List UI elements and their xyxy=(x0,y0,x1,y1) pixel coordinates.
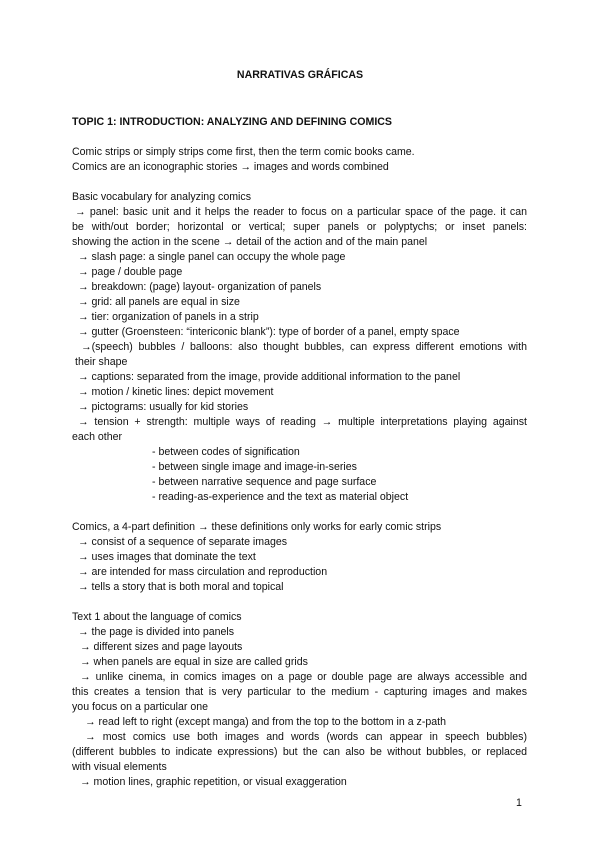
vocab-line: their shape xyxy=(75,356,128,368)
vocab-line: → page / double page xyxy=(78,266,183,278)
intro-line: Comic strips or simply strips come first, then the term comic books came. xyxy=(72,146,415,158)
text1-line: → unlike cinema, in comics images on a page or double page are always accessible and xyxy=(80,671,527,683)
definition-heading: Comics, a 4-part definition → these definitions only works for early comic strips xyxy=(72,521,442,533)
vocab-line: → tension + strength: multiple ways of reading → multiple interpretations playing against xyxy=(78,416,527,428)
intro-line: Comics are an iconographic stories → images and words combined xyxy=(72,161,389,173)
vocab-line: → pictograms: usually for kid stories xyxy=(78,401,249,413)
vocab-line: → grid: all panels are equal in size xyxy=(78,296,240,308)
vocab-line: → motion / kinetic lines: depict movement xyxy=(78,386,274,398)
vocab-line: → gutter (Groensteen: “intericonic blank”): type of border of a panel, empty space xyxy=(78,326,460,338)
vocab-line: showing the action in the scene → detail of the action and of the main panel xyxy=(72,236,428,248)
vocab-line: → panel: basic unit and it helps the reader to focus on a particular space of the page. it can xyxy=(75,206,527,218)
vocab-line: be with/out border; horizontal or vertical; super panels or polyptychs; or inset panels: xyxy=(72,221,527,233)
text1-line: → read left to right (except manga) and from the top to the bottom in a z-path xyxy=(85,716,446,728)
vocab-subitem: - between single image and image-in-series xyxy=(152,461,357,473)
document-title: NARRATIVAS GRÁFICAS xyxy=(236,69,364,81)
definition-line: → consist of a sequence of separate images xyxy=(78,536,288,548)
vocab-line: → breakdown: (page) layout- organization of panels xyxy=(78,281,322,293)
definition-line: → uses images that dominate the text xyxy=(78,551,256,563)
vocab-line: →(speech) bubbles / balloons: also thought bubbles, can express different emotions with xyxy=(81,341,527,353)
vocab-line: each other xyxy=(72,431,123,443)
text1-line: this creates a tension that is very particular to the medium - capturing images and makes xyxy=(72,686,527,698)
vocab-line: → slash page: a single panel can occupy the whole page xyxy=(78,251,346,263)
text1-line: → most comics use both images and words (words can appear in speech bubbles) xyxy=(85,731,527,743)
vocab-line: → captions: separated from the image, provide additional information to the panel xyxy=(78,371,461,383)
page-number: 1 xyxy=(516,797,522,809)
text1-line: → motion lines, graphic repetition, or visual exaggeration xyxy=(80,776,347,788)
vocab-subitem: - between narrative sequence and page surface xyxy=(152,476,377,488)
text1-line: → the page is divided into panels xyxy=(78,626,235,638)
text1-line: → different sizes and page layouts xyxy=(80,641,243,653)
text1-line: (different bubbles to indicate expressions) but the can also be without bubbles, or replaced xyxy=(72,746,527,758)
text1-heading: Text 1 about the language of comics xyxy=(72,611,242,623)
vocab-line: → tier: organization of panels in a strip xyxy=(78,311,259,323)
vocab-heading: Basic vocabulary for analyzing comics xyxy=(72,191,251,203)
definition-line: → tells a story that is both moral and topical xyxy=(78,581,284,593)
vocab-subitem: - between codes of signification xyxy=(152,446,300,458)
definition-line: → are intended for mass circulation and reproduction xyxy=(78,566,328,578)
text1-line: with visual elements xyxy=(72,761,167,773)
text1-line: → when panels are equal in size are called grids xyxy=(80,656,308,668)
text1-line: you focus on a particular one xyxy=(72,701,209,713)
vocab-subitem: - reading-as-experience and the text as material object xyxy=(152,491,409,503)
topic-heading: TOPIC 1: INTRODUCTION: ANALYZING AND DEFINING COMICS xyxy=(72,116,392,128)
